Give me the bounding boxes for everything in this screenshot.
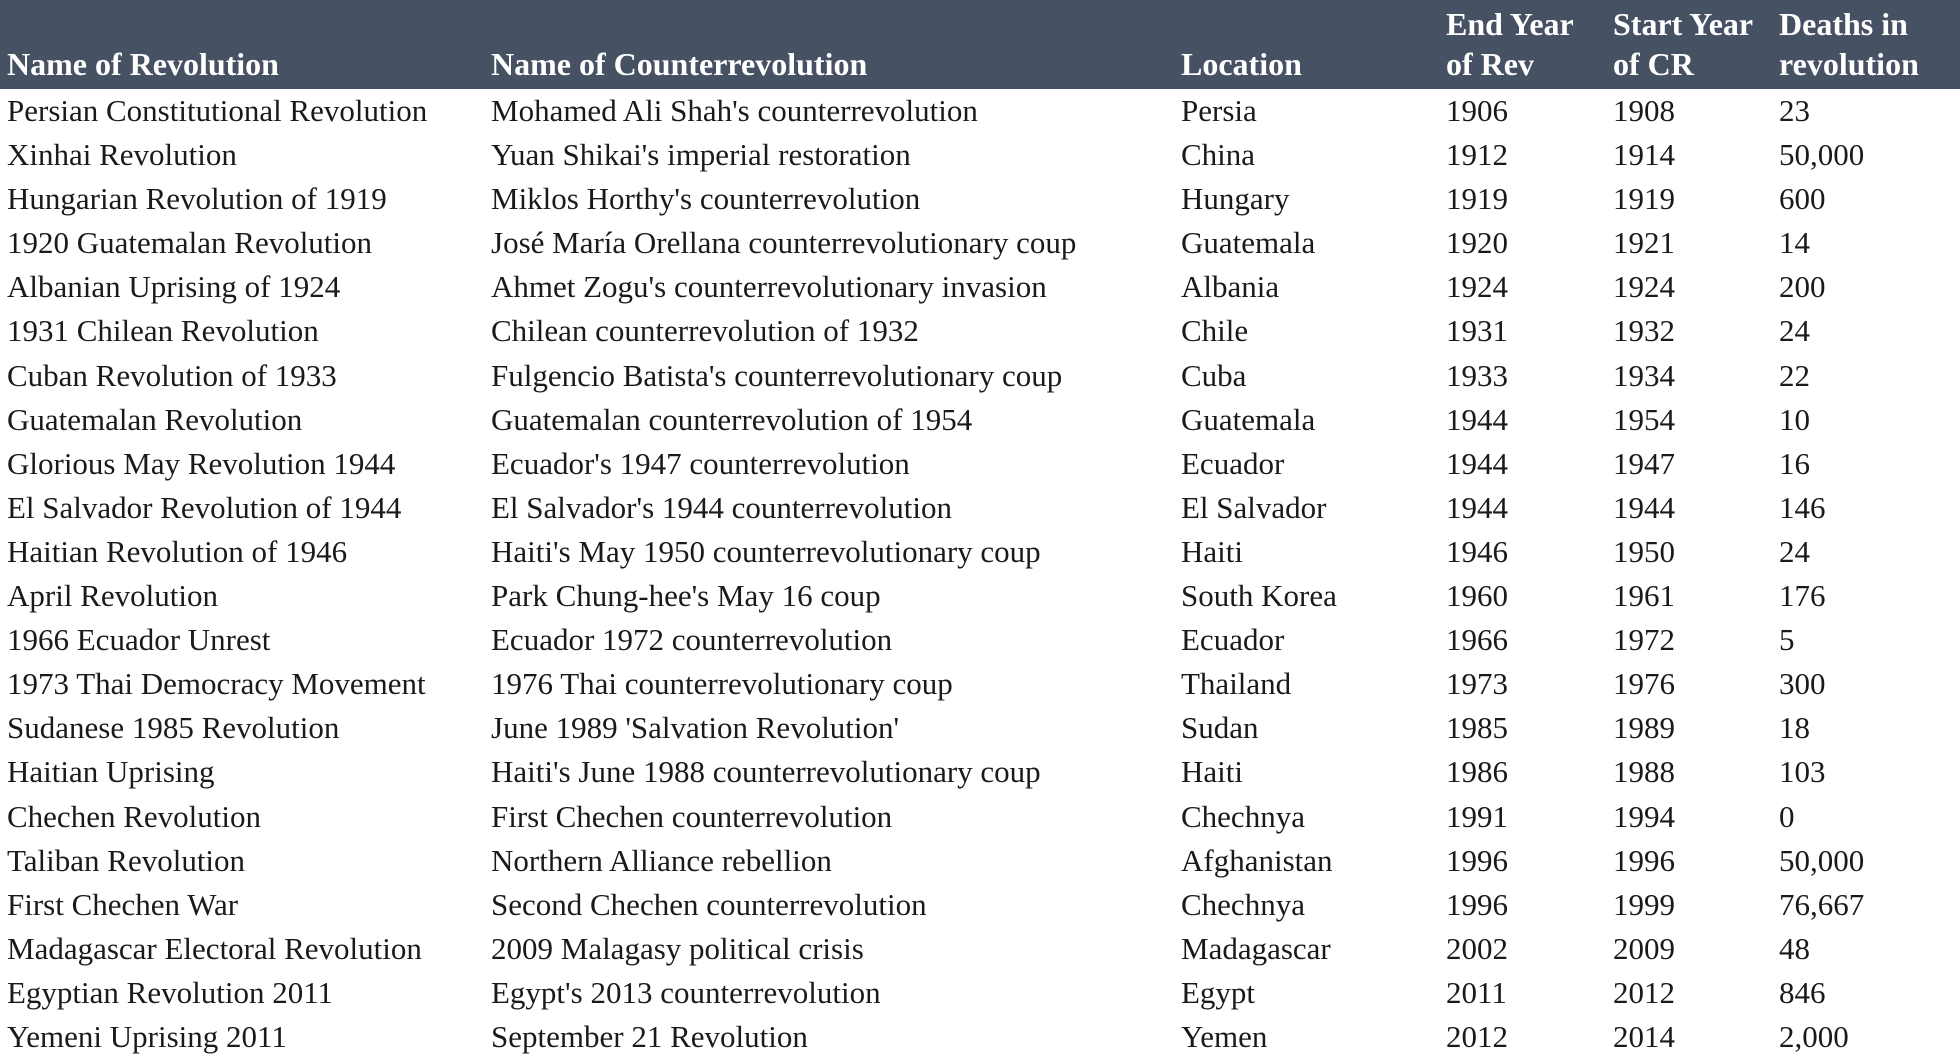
end-year-cell: 1931 <box>1446 313 1508 349</box>
revolution-cell: Haitian Revolution of 1946 <box>7 533 348 569</box>
revolution-cell: April Revolution <box>7 578 218 614</box>
table-body <box>0 89 1960 1059</box>
end-year-cell: 1946 <box>1446 533 1508 569</box>
header-end-year <box>1446 4 1574 84</box>
counterrevolution-cell: Second Chechen counterrevolution <box>491 886 927 922</box>
location-cell: China <box>1181 137 1256 173</box>
header-end-year-line1: End Year <box>1446 6 1574 42</box>
location-cell: Guatemala <box>1181 401 1316 437</box>
table-row <box>0 354 1960 398</box>
revolution-cell: Haitian Uprising <box>7 754 215 790</box>
deaths-cell: 176 <box>1779 578 1826 614</box>
start-year-cell: 2014 <box>1613 1018 1675 1054</box>
table-row <box>0 309 1960 353</box>
end-year-cell: 2012 <box>1446 1018 1508 1054</box>
counterrevolution-cell: Haiti's May 1950 counterrevolutionary coup <box>491 533 1041 569</box>
deaths-cell: 76,667 <box>1779 886 1865 922</box>
deaths-cell: 5 <box>1779 622 1795 658</box>
table-row <box>0 618 1960 662</box>
header-deaths-line1: Deaths in <box>1779 6 1908 42</box>
deaths-cell: 14 <box>1779 225 1810 261</box>
deaths-cell: 10 <box>1779 401 1810 437</box>
start-year-cell: 1921 <box>1613 225 1675 261</box>
table-row <box>0 927 1960 971</box>
revolution-cell: Yemeni Uprising 2011 <box>7 1018 287 1054</box>
end-year-cell: 1996 <box>1446 886 1508 922</box>
revolution-cell: Persian Constitutional Revolution <box>7 93 428 128</box>
counterrevolution-cell: Yuan Shikai's imperial restoration <box>491 137 911 173</box>
end-year-cell: 1933 <box>1446 357 1508 393</box>
location-cell: El Salvador <box>1181 489 1327 525</box>
start-year-cell: 1934 <box>1613 357 1675 393</box>
deaths-cell: 103 <box>1779 754 1826 790</box>
table-row <box>0 883 1960 927</box>
location-cell: Ecuador <box>1181 445 1285 481</box>
counterrevolution-cell: September 21 Revolution <box>491 1018 808 1054</box>
start-year-cell: 1988 <box>1613 754 1675 790</box>
deaths-cell: 48 <box>1779 930 1810 966</box>
revolution-cell: Taliban Revolution <box>7 842 246 878</box>
revolution-cell: 1973 Thai Democracy Movement <box>7 666 426 702</box>
header-deaths-line2: revolution <box>1779 46 1919 82</box>
table-row <box>0 530 1960 574</box>
revolution-cell: Hungarian Revolution of 1919 <box>7 181 387 217</box>
header-location: Location <box>1181 46 1302 82</box>
revolution-cell: Cuban Revolution of 1933 <box>7 357 337 393</box>
location-cell: South Korea <box>1181 578 1337 614</box>
location-cell: Guatemala <box>1181 225 1316 261</box>
deaths-cell: 24 <box>1779 313 1810 349</box>
revolution-cell: Egyptian Revolution 2011 <box>7 974 334 1010</box>
revolution-cell: 1966 Ecuador Unrest <box>7 622 271 658</box>
location-cell: Afghanistan <box>1181 842 1333 878</box>
location-cell: Chile <box>1181 313 1249 349</box>
deaths-cell: 18 <box>1779 710 1810 746</box>
deaths-cell: 24 <box>1779 533 1810 569</box>
counterrevolution-cell: June 1989 'Salvation Revolution' <box>491 710 900 746</box>
end-year-cell: 1985 <box>1446 710 1508 746</box>
table-row <box>0 662 1960 706</box>
table-row <box>0 221 1960 265</box>
deaths-cell: 600 <box>1779 181 1826 217</box>
start-year-cell: 1924 <box>1613 269 1675 305</box>
table-row <box>0 795 1960 839</box>
deaths-cell: 50,000 <box>1779 842 1865 878</box>
counterrevolution-cell: Fulgencio Batista's counterrevolutionary coup <box>491 357 1063 393</box>
counterrevolution-cell: El Salvador's 1944 counterrevolution <box>491 489 953 525</box>
deaths-cell: 0 <box>1779 798 1795 834</box>
location-cell: Haiti <box>1181 533 1243 569</box>
location-cell: Albania <box>1181 269 1280 305</box>
counterrevolution-cell: Guatemalan counterrevolution of 1954 <box>491 401 973 437</box>
table-row <box>0 265 1960 309</box>
header-start-year-line1: Start Year <box>1613 6 1754 42</box>
location-cell: Hungary <box>1181 181 1290 217</box>
start-year-cell: 1996 <box>1613 842 1675 878</box>
start-year-cell: 1972 <box>1613 622 1675 658</box>
deaths-cell: 50,000 <box>1779 137 1865 173</box>
table-header <box>0 0 1960 89</box>
deaths-cell: 22 <box>1779 357 1810 393</box>
table-row <box>0 1015 1960 1059</box>
counterrevolution-cell: Northern Alliance rebellion <box>491 842 832 878</box>
start-year-cell: 1950 <box>1613 533 1675 569</box>
end-year-cell: 1906 <box>1446 93 1508 128</box>
revolution-cell: Sudanese 1985 Revolution <box>7 710 340 746</box>
revolution-cell: Chechen Revolution <box>7 798 261 834</box>
end-year-cell: 1944 <box>1446 489 1508 525</box>
table-row <box>0 398 1960 442</box>
end-year-cell: 1966 <box>1446 622 1508 658</box>
location-cell: Yemen <box>1181 1018 1268 1054</box>
start-year-cell: 1947 <box>1613 445 1675 481</box>
counterrevolution-cell: Park Chung-hee's May 16 coup <box>491 578 881 614</box>
location-cell: Cuba <box>1181 357 1247 393</box>
table-row <box>0 971 1960 1015</box>
location-cell: Chechnya <box>1181 798 1305 834</box>
table-row <box>0 750 1960 794</box>
location-cell: Egypt <box>1181 974 1256 1010</box>
header-start-year-line2: of CR <box>1613 46 1694 82</box>
revolution-cell: Madagascar Electoral Revolution <box>7 930 422 966</box>
revolution-cell: 1920 Guatemalan Revolution <box>7 225 373 261</box>
counterrevolution-cell: Mohamed Ali Shah's counterrevolution <box>491 93 978 128</box>
deaths-cell: 300 <box>1779 666 1826 702</box>
end-year-cell: 1912 <box>1446 137 1508 173</box>
counterrevolution-cell: Miklos Horthy's counterrevolution <box>491 181 921 217</box>
start-year-cell: 1976 <box>1613 666 1675 702</box>
start-year-cell: 1961 <box>1613 578 1675 614</box>
end-year-cell: 1920 <box>1446 225 1508 261</box>
counterrevolution-cell: Haiti's June 1988 counterrevolutionary coup <box>491 754 1041 790</box>
counterrevolution-cell: Egypt's 2013 counterrevolution <box>491 974 881 1010</box>
end-year-cell: 1944 <box>1446 401 1508 437</box>
start-year-cell: 1989 <box>1613 710 1675 746</box>
revolution-cell: 1931 Chilean Revolution <box>7 313 319 349</box>
revolution-cell: El Salvador Revolution of 1944 <box>7 489 402 525</box>
counterrevolution-cell: Ahmet Zogu's counterrevolutionary invasion <box>491 269 1047 305</box>
start-year-cell: 1999 <box>1613 886 1675 922</box>
table-row <box>0 177 1960 221</box>
counterrevolution-cell: First Chechen counterrevolution <box>491 798 893 834</box>
header-counterrevolution: Name of Counterrevolution <box>491 46 868 82</box>
end-year-cell: 1996 <box>1446 842 1508 878</box>
start-year-cell: 1944 <box>1613 489 1675 525</box>
end-year-cell: 1973 <box>1446 666 1508 702</box>
table-row <box>0 486 1960 530</box>
header-revolution: Name of Revolution <box>7 46 279 82</box>
start-year-cell: 1954 <box>1613 401 1675 437</box>
header-deaths <box>1779 4 1919 84</box>
start-year-cell: 1914 <box>1613 137 1675 173</box>
start-year-cell: 1932 <box>1613 313 1675 349</box>
table-row <box>0 89 1960 133</box>
deaths-cell: 2,000 <box>1779 1018 1849 1054</box>
deaths-cell: 846 <box>1779 974 1826 1010</box>
end-year-cell: 1924 <box>1446 269 1508 305</box>
counterrevolution-cell: Ecuador 1972 counterrevolution <box>491 622 893 658</box>
end-year-cell: 1960 <box>1446 578 1508 614</box>
location-cell: Haiti <box>1181 754 1243 790</box>
revolution-cell: Glorious May Revolution 1944 <box>7 445 396 481</box>
start-year-cell: 2009 <box>1613 930 1675 966</box>
start-year-cell: 2012 <box>1613 974 1675 1010</box>
deaths-cell: 16 <box>1779 445 1810 481</box>
start-year-cell: 1908 <box>1613 93 1675 128</box>
counterrevolution-cell: 1976 Thai counterrevolutionary coup <box>491 666 953 702</box>
revolution-cell: First Chechen War <box>7 886 239 922</box>
start-year-cell: 1919 <box>1613 181 1675 217</box>
end-year-cell: 2002 <box>1446 930 1508 966</box>
end-year-cell: 1986 <box>1446 754 1508 790</box>
counterrevolution-cell: Chilean counterrevolution of 1932 <box>491 313 919 349</box>
revolution-cell: Guatemalan Revolution <box>7 401 303 437</box>
counterrevolution-cell: Ecuador's 1947 counterrevolution <box>491 445 910 481</box>
location-cell: Thailand <box>1181 666 1292 702</box>
table-row <box>0 133 1960 177</box>
header-end-year-line2: of Rev <box>1446 46 1534 82</box>
header-start-year <box>1613 4 1753 84</box>
end-year-cell: 1991 <box>1446 798 1508 834</box>
table-row <box>0 442 1960 486</box>
start-year-cell: 1994 <box>1613 798 1675 834</box>
deaths-cell: 146 <box>1779 489 1826 525</box>
end-year-cell: 2011 <box>1446 974 1507 1010</box>
deaths-cell: 200 <box>1779 269 1826 305</box>
location-cell: Chechnya <box>1181 886 1305 922</box>
location-cell: Persia <box>1181 93 1257 128</box>
location-cell: Sudan <box>1181 710 1259 746</box>
counterrevolution-cell: José María Orellana counterrevolutionary coup <box>491 225 1077 261</box>
revolution-cell: Albanian Uprising of 1924 <box>7 269 341 305</box>
location-cell: Ecuador <box>1181 622 1285 658</box>
table-row <box>0 574 1960 618</box>
revolution-cell: Xinhai Revolution <box>7 137 237 173</box>
deaths-cell: 23 <box>1779 93 1810 128</box>
counterrevolution-cell: 2009 Malagasy political crisis <box>491 930 864 966</box>
end-year-cell: 1919 <box>1446 181 1508 217</box>
table-row <box>0 839 1960 883</box>
location-cell: Madagascar <box>1181 930 1331 966</box>
table-row <box>0 706 1960 750</box>
end-year-cell: 1944 <box>1446 445 1508 481</box>
